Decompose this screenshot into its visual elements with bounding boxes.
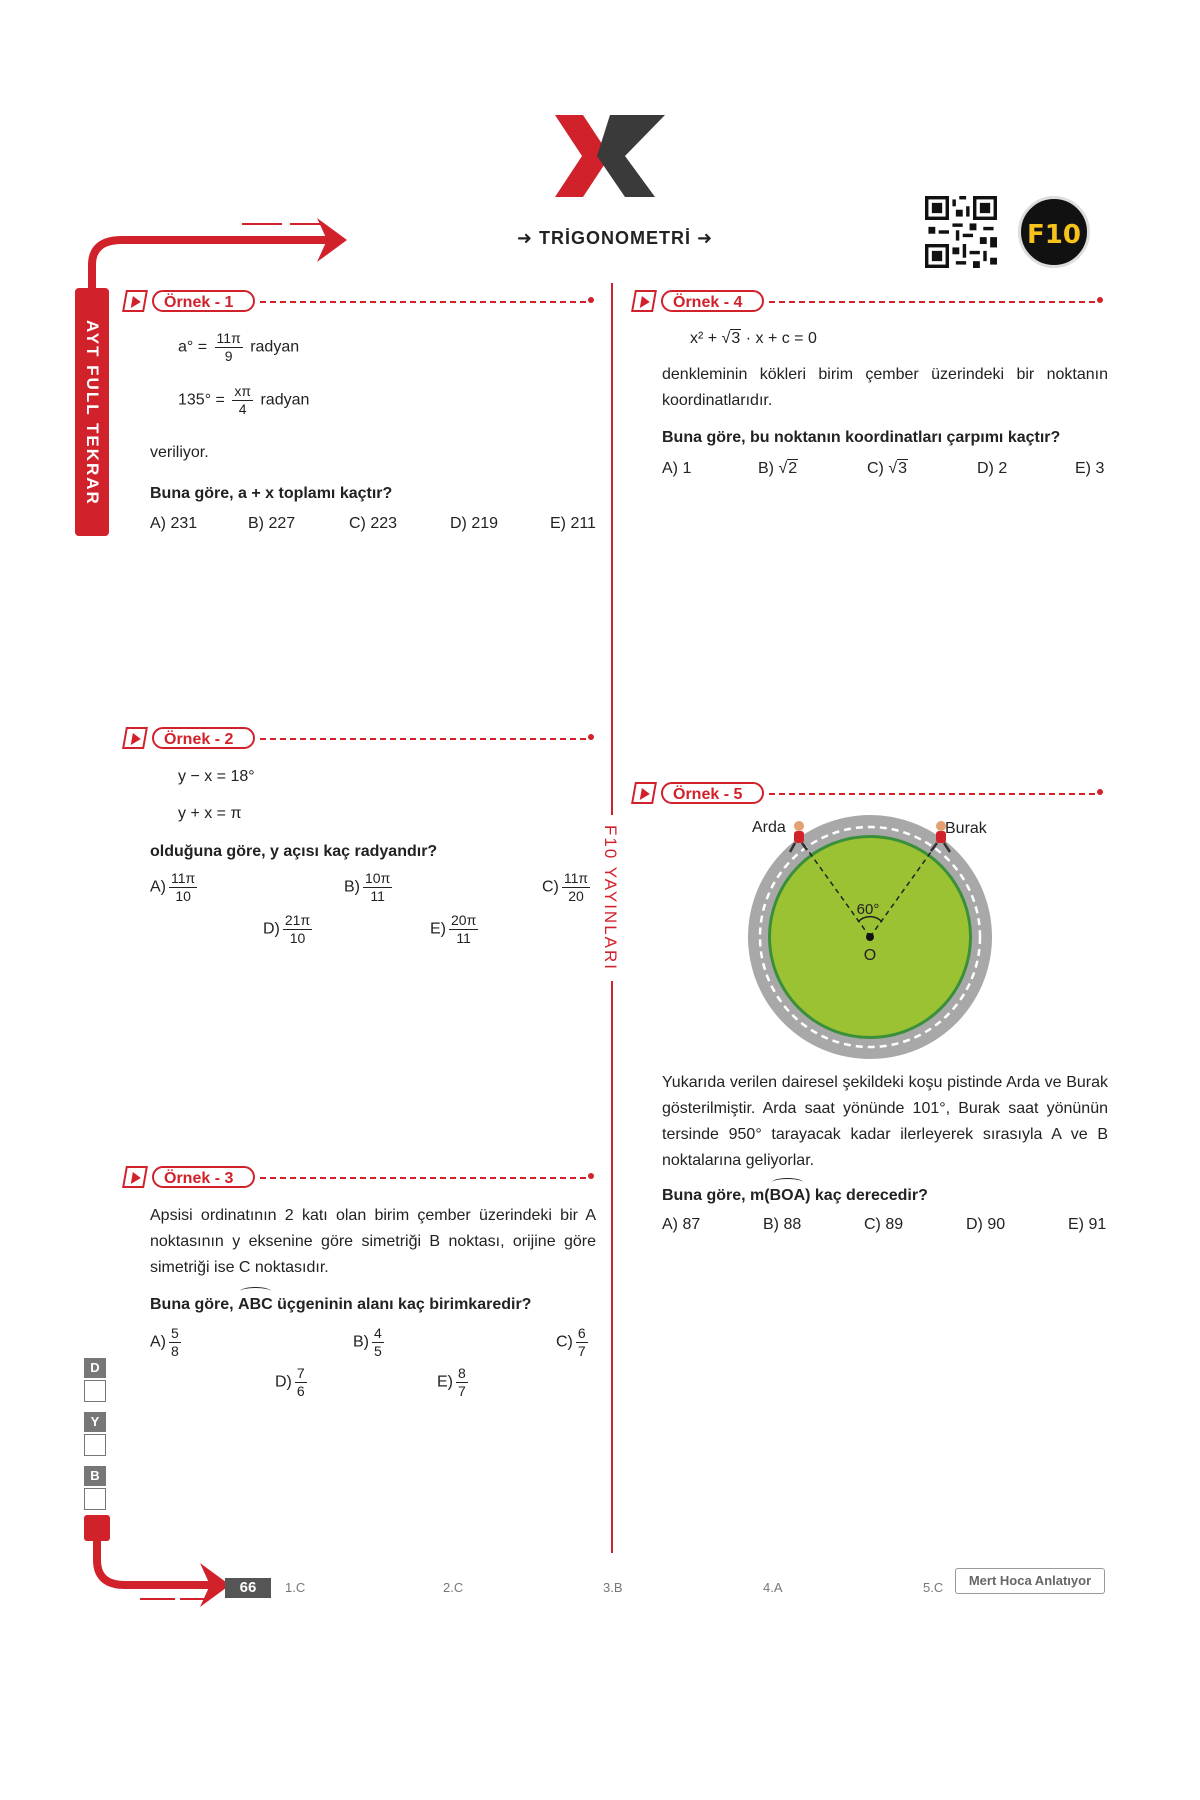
example-5-option-d[interactable]: D) 90 [966, 1216, 1006, 1233]
example-3-option-e[interactable]: E) $\frac{8}{7}$ [437, 1365, 466, 1399]
play-icon [631, 782, 657, 804]
video-link-button[interactable]: Mert Hoca Anlatıyor [955, 1568, 1105, 1594]
dyb-checkbox-y[interactable] [84, 1434, 106, 1456]
header-arrow-decoration [72, 210, 362, 300]
angle-label: 60° [856, 901, 880, 918]
center-point [866, 933, 874, 941]
example-2-equation-2: y + x = π [178, 805, 242, 822]
vertical-brand: F10 YAYINLARI [600, 815, 620, 981]
qr-code-icon[interactable] [925, 196, 997, 268]
example-1-header [124, 290, 594, 314]
example-1-option-e[interactable]: E) 211 [550, 515, 596, 532]
dyb-label-y: Y [84, 1412, 106, 1432]
example-1-equation-1: a° = $\frac{11\pi}{9}$ radyan [178, 330, 300, 364]
dyb-checkbox-d[interactable] [84, 1380, 106, 1402]
example-2-option-c[interactable]: C) $\frac{11\pi}{20}$ [542, 870, 589, 904]
answer-key-3: 3.B [603, 1580, 623, 1595]
example-3-body: Apsisi ordinatının 2 katı olan birim çember üzerindeki bir A noktasının y eksenine göre simetriği B noktası, orijine göre simetriği ise C noktasıdır. [150, 1207, 596, 1276]
running-track-figure [745, 812, 995, 1062]
example-4-question: Buna göre, bu noktanın koordinatları çarpımı kaçtır? [662, 429, 1061, 446]
answer-key-4: 4.A [763, 1580, 783, 1595]
example-4-header [633, 290, 1103, 314]
example-1-option-d[interactable]: D) 219 [450, 515, 499, 532]
example-4-equation: x² + √3 · x + c = 0 [690, 330, 817, 347]
example-5-option-b[interactable]: B) 88 [763, 1216, 802, 1233]
dyb-label-b: B [84, 1466, 106, 1486]
example-5-question: Buna göre, m(BOA) kaç derecedir? [662, 1183, 928, 1209]
example-2-question: olduğuna göre, y açısı kaç radyandır? [150, 843, 438, 860]
example-5-option-c[interactable]: C) 89 [864, 1216, 904, 1233]
example-3-question: Buna göre, ABC üçgeninin alanı kaç birimkaredir? [150, 1292, 531, 1318]
play-icon [631, 290, 657, 312]
center-label: O [863, 947, 877, 964]
example-1-option-b[interactable]: B) 227 [248, 515, 296, 532]
example-2-header [124, 727, 594, 751]
example-label: Örnek - 3 [152, 1166, 255, 1188]
topic-title: ➜ TRİGONOMETRİ ➜ [516, 228, 714, 248]
example-5-option-a[interactable]: A) 87 [662, 1216, 701, 1233]
dyb-label-d: D [84, 1358, 106, 1378]
example-4-option-e[interactable]: E) 3 [1075, 460, 1105, 477]
answer-key-1: 1.C [285, 1580, 306, 1595]
example-2-option-d[interactable]: D) $\frac{21\pi}{10}$ [263, 912, 311, 946]
example-4-option-d[interactable]: D) 2 [977, 460, 1008, 477]
example-4-body: denkleminin kökleri birim çember üzerindeki bir noktanın koordinatlarıdır. [662, 366, 1108, 409]
example-3-option-a[interactable]: A) $\frac{5}{8}$ [150, 1325, 179, 1359]
answer-key-5: 5.C [923, 1580, 944, 1595]
example-label: Örnek - 5 [661, 782, 764, 804]
example-2-option-e[interactable]: E) $\frac{20\pi}{11}$ [430, 912, 477, 946]
example-1-given: veriliyor. [150, 444, 209, 461]
play-icon [122, 290, 148, 312]
example-2-option-a[interactable]: A) $\frac{11\pi}{10}$ [150, 870, 196, 904]
example-5-header [633, 782, 1103, 806]
page-number: 66 [225, 1578, 271, 1598]
footer-arrow-decoration [80, 1515, 260, 1615]
example-label: Örnek - 1 [152, 290, 255, 312]
example-label: Örnek - 4 [661, 290, 764, 312]
example-3-option-d[interactable]: D) $\frac{7}{6}$ [275, 1365, 305, 1399]
example-3-header [124, 1166, 594, 1190]
example-3-option-c[interactable]: C) $\frac{6}{7}$ [556, 1325, 586, 1359]
answer-key-2: 2.C [443, 1580, 464, 1595]
play-icon [122, 1166, 148, 1188]
dyb-checkbox-b[interactable] [84, 1488, 106, 1510]
runner-label-right: Burak [945, 820, 987, 837]
example-4-option-c[interactable]: C) √3 [867, 460, 908, 477]
example-2-option-b[interactable]: B) $\frac{10\pi}{11}$ [344, 870, 391, 904]
example-1-question: Buna göre, a + x toplamı kaçtır? [150, 485, 393, 502]
side-tab-label: AYT FULL TEKRAR [83, 320, 102, 506]
brand-logo [555, 115, 665, 197]
example-1-option-c[interactable]: C) 223 [349, 515, 398, 532]
runner-label-left: Arda [752, 819, 786, 836]
example-4-option-b[interactable]: B) √2 [758, 460, 798, 477]
example-3-option-b[interactable]: B) $\frac{4}{5}$ [353, 1325, 382, 1359]
example-1-equation-2: 135° = $\frac{x\pi}{4}$ radyan [178, 383, 310, 417]
example-4-option-a[interactable]: A) 1 [662, 460, 692, 477]
f10-badge: F10 [1018, 196, 1090, 268]
example-5-option-e[interactable]: E) 91 [1068, 1216, 1107, 1233]
example-1-option-a[interactable]: A) 231 [150, 515, 198, 532]
play-icon [122, 727, 148, 749]
example-5-body: Yukarıda verilen dairesel şekildeki koşu pistinde Arda ve Burak gösterilmiştir. Arda saat yönünde 101°, Burak saat yönünün tersinde 950° tarayacak kadar ilerleyerek sırasıyla A ve B noktalarına geliyorlar. [662, 1074, 1108, 1169]
example-label: Örnek - 2 [152, 727, 255, 749]
example-2-equation-1: y − x = 18° [178, 768, 255, 785]
